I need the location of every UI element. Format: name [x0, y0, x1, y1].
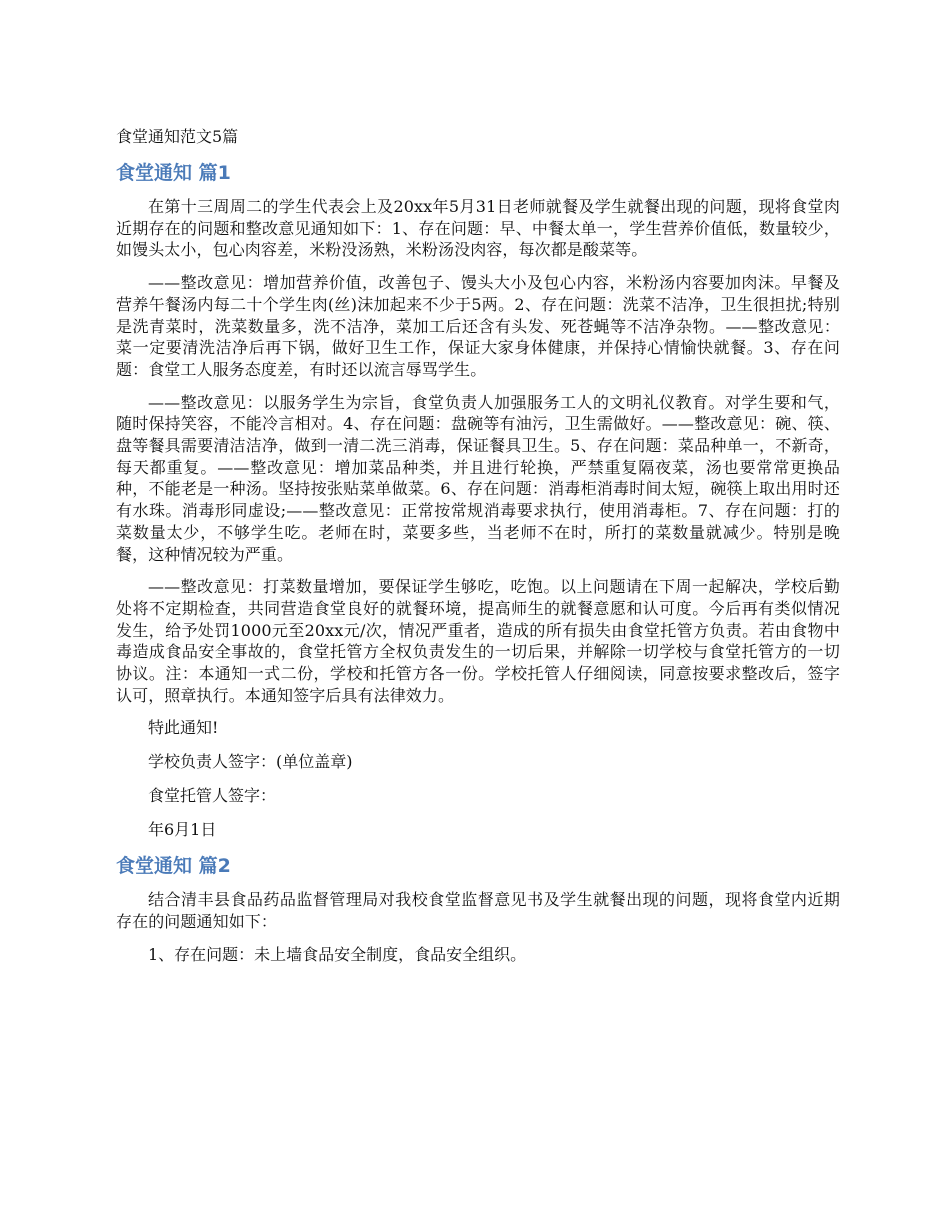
list-item: 1、存在问题：未上墙食品安全制度，食品安全组织。: [148, 944, 527, 964]
signature-line-canteen: 食堂托管人签字：: [148, 786, 277, 806]
signature-line-school: 学校负责人签字：(单位盖章): [148, 752, 353, 772]
section-1: [116, 160, 840, 841]
date-line: 年6月1日: [148, 820, 217, 840]
closing-line: 特此通知!: [148, 718, 219, 738]
paragraph: 结合清丰县食品药品监督管理局对我校食堂监督意见书及学生就餐出现的问题，现将食堂内近期存在的问题通知如下：: [116, 890, 840, 932]
paragraph: ——整改意见：打菜数量增加，要保证学生够吃，吃饱。以上问题请在下周一起解决，学校后勤处将不定期检查，共同营造食堂良好的就餐环境，提高师生的就餐意愿和认可度。今后再有类似情况发生，给予处罚1000元至20xx元/次，情况严重者，造成的所有损失由食堂托管方负责。若由食物中毒造成食品安全事故的，食堂托管方全权负责发生的一切后果，并解除一切学校与食堂托管方的一切协议。注：本通知一式二份，学校和托管方各一份。学校托管人仔细阅读，同意按要求整改后，签字认可，照章执行。本通知签字后具有法律效力。: [116, 577, 840, 705]
paragraph: 在第十三周周二的学生代表会上及20xx年5月31日老师就餐及学生就餐出现的问题，现将食堂肉近期存在的问题和整改意见通知如下：1、存在问题：早、中餐太单一，学生营养价值低，数量较少，如馒头太小，包心肉容差，米粉没汤熟，米粉汤没肉容，每次都是酸菜等。: [116, 197, 840, 260]
section-heading: 食堂通知 篇1: [116, 162, 231, 184]
paragraph: ——整改意见：增加营养价值，改善包子、馒头大小及包心内容，米粉汤内容要加肉沫。早餐及营养午餐汤内每二十个学生肉(丝)沫加起来不少于5两。2、存在问题：洗菜不洁净，卫生很担扰;特别是洗青菜时，洗菜数量多，洗不洁净，菜加工后还含有头发、死苍蝇等不洁净杂物。——整改意见：菜一定要清洗洁净后再下锅，做好卫生工作，保证大家身体健康，并保持心情愉快就餐。3、存在问题：食堂工人服务态度差，有时还以流言辱骂学生。: [116, 273, 840, 379]
document-page: [116, 126, 840, 978]
paragraph: ——整改意见：以服务学生为宗旨，食堂负责人加强服务工人的文明礼仪教育。对学生要和气，随时保持笑容，不能冷言相对。4、存在问题：盘碗等有油污，卫生需做好。——整改意见：碗、筷、盘等餐具需要清洁洁净，做到一清二洗三消毒，保证餐具卫生。5、存在问题：菜品种单一，不新奇，每天都重复。——整改意见：增加菜品种类，并且进行轮换，严禁重复隔夜菜，汤也要常常更换品种，不能老是一种汤。坚持按张贴菜单做菜。6、存在问题：消毒柜消毒时间太短，碗筷上取出用时还有水珠。消毒形同虚设;——整改意见：正常按常规消毒要求执行，使用消毒柜。7、存在问题：打的菜数量太少，不够学生吃。老师在时，菜要多些，当老师不在时，所打的菜数量就减少。特别是晚餐，这种情况较为严重。: [116, 392, 840, 564]
section-heading: 食堂通知 篇2: [116, 855, 231, 878]
document-title: 食堂通知范文5篇: [116, 127, 239, 146]
section-2: [116, 853, 840, 965]
